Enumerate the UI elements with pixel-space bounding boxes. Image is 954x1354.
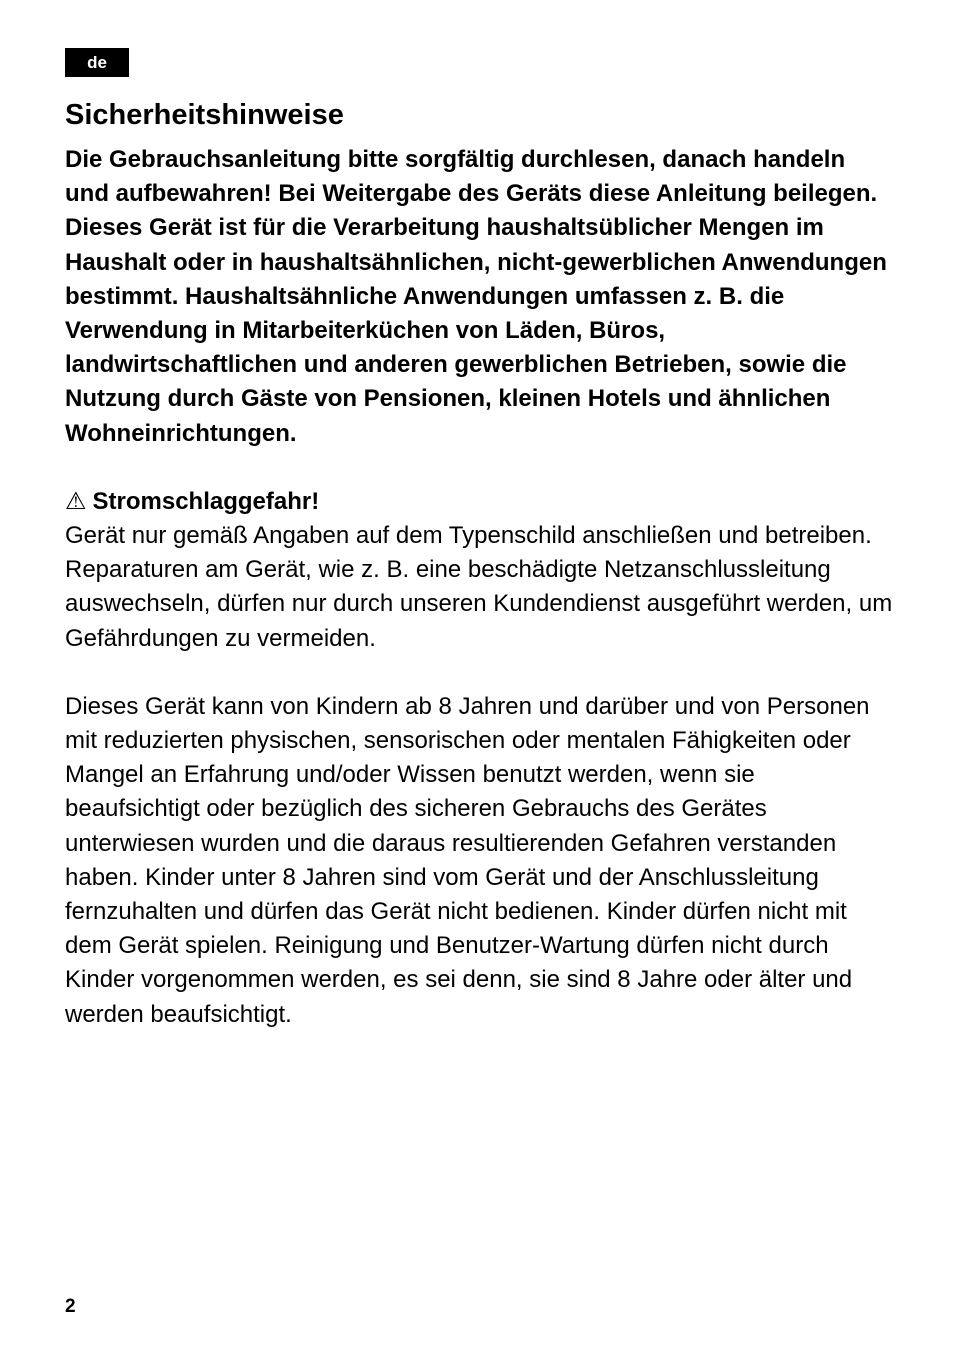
warning-heading [65,485,895,519]
language-tag: de [65,48,129,77]
electric-shock-paragraph: Gerät nur gemäß Angaben auf dem Typenschild anschließen und betreiben. Reparaturen am Gerät, wie z. B. eine beschädigte Netzanschlussleitung auswechseln, dürfen nur durch unseren Kundendienst ausgeführt werden, um Gefährdungen zu vermeiden. [65,522,893,652]
manual-page [65,48,895,1032]
warning-heading-text: Stromschlaggefahr! [92,487,320,515]
intro-paragraph: Die Gebrauchsanleitung bitte sorgfältig durchlesen, danach handeln und aufbewahren! Bei Weitergabe des Geräts diese Anleitung beilegen. Dieses Gerät ist für die Verarbeitung haushaltsüblicher Mengen im Haushalt oder in haushaltsähnlichen, nicht-gewerblichen Anwendungen bestimmt. Haushaltsähnliche Anwendungen umfassen z. B. die Verwendung in Mitarbeiterküchen von Läden, Büros, landwirtschaftlichen und anderen gewerblichen Betrieben, sowie die Nutzung durch Gäste von Pensionen, kleinen Hotels und ähnlichen Wohneinrichtungen. [65,146,887,447]
section-title: Sicherheitshinweise [65,99,344,131]
warning-triangle-icon: ⚠ [65,487,87,515]
page-number: 2 [65,1296,76,1317]
children-notice-paragraph: Dieses Gerät kann von Kindern ab 8 Jahren und darüber und von Personen mit reduzierten physischen, sensorischen oder mentalen Fähigkeiten oder Mangel an Erfahrung und/oder Wissen benutzt werden, wenn sie beaufsichtigt oder bezüglich des sicheren Gebrauchs des Gerätes unterwiesen wurden und die daraus resultierenden Gefahren verstanden haben. Kinder unter 8 Jahren sind vom Gerät und der Anschlussleitung fernzuhalten und dürfen das Gerät nicht bedienen. Kinder dürfen nicht mit dem Gerät spielen. Reinigung und Benutzer-Wartung dürfen nicht durch Kinder vorgenommen werden, es sei denn, sie sind 8 Jahre oder älter und werden beaufsichtigt. [65,692,870,1028]
